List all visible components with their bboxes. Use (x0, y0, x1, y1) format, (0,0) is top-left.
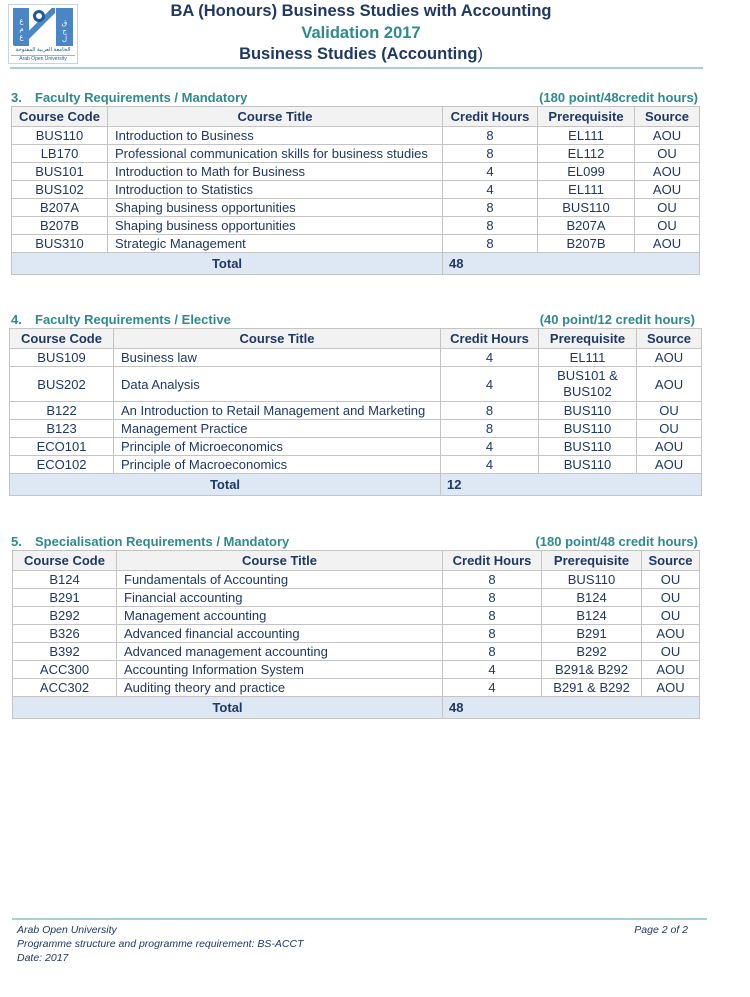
credit-hours-cell: 4 (441, 367, 539, 402)
table-row (10, 402, 702, 420)
credit-hours-cell: 8 (443, 217, 538, 235)
prerequisite-cell: EL112 (538, 145, 635, 163)
course-code-cell: BUS101 (12, 163, 108, 181)
section-4-credit-summary: (40 point/12 credit hours) (539, 312, 695, 327)
table-row (13, 607, 700, 625)
logo-text-english: Arab Open University (11, 55, 75, 62)
course-code-cell: B326 (13, 625, 117, 643)
course-code-cell: B291 (13, 589, 117, 607)
course-code-cell: LB170 (12, 145, 108, 163)
col-header-prerequisite: Prerequisite (538, 107, 635, 127)
table-row (12, 199, 700, 217)
credit-hours-cell: 8 (443, 643, 542, 661)
col-header-source: Source (642, 551, 700, 571)
document-subtitle-programme (0, 45, 736, 64)
footer-date: Date: 2017 (17, 952, 69, 964)
course-title-cell: An Introduction to Retail Management and Marketing (114, 402, 441, 420)
table-row (10, 367, 702, 402)
credit-hours-cell: 8 (443, 199, 538, 217)
course-title-cell: Principle of Microeconomics (114, 438, 441, 456)
section-4-table (9, 328, 702, 496)
prerequisite-cell: EL099 (538, 163, 635, 181)
section-title: Specialisation Requirements / Mandatory (35, 534, 290, 549)
prerequisite-cell: EL111 (538, 181, 635, 199)
total-row (10, 474, 702, 496)
course-code-cell: BUS109 (10, 349, 114, 367)
credit-hours-cell: 4 (443, 181, 538, 199)
col-header-course-code: Course Code (13, 551, 117, 571)
source-cell: OU (635, 217, 700, 235)
table-row (12, 163, 700, 181)
col-header-credit-hours: Credit Hours (443, 107, 538, 127)
table-row (12, 235, 700, 253)
table-row (13, 661, 700, 679)
course-code-cell: BUS202 (10, 367, 114, 402)
course-title-cell: Strategic Management (108, 235, 443, 253)
course-title-cell: Shaping business opportunities (108, 217, 443, 235)
section-number: 3. (11, 90, 22, 105)
course-code-cell: B207A (12, 199, 108, 217)
course-title-cell: Principle of Macroeconomics (114, 456, 441, 474)
prerequisite-cell: BUS110 (538, 199, 635, 217)
total-credit-hours: 12 (441, 474, 702, 496)
course-code-cell: BUS110 (12, 127, 108, 145)
table-row (12, 127, 700, 145)
source-cell: AOU (637, 438, 702, 456)
credit-hours-cell: 4 (441, 456, 539, 474)
source-cell: AOU (635, 235, 700, 253)
section-3-heading (11, 90, 247, 105)
footer-institution: Arab Open University (17, 924, 117, 936)
source-cell: AOU (637, 349, 702, 367)
total-row (12, 253, 700, 275)
credit-hours-cell: 8 (443, 589, 542, 607)
prerequisite-cell: B207B (538, 235, 635, 253)
source-cell: OU (635, 199, 700, 217)
table-row (12, 145, 700, 163)
source-cell: AOU (635, 163, 700, 181)
source-cell: OU (635, 145, 700, 163)
total-credit-hours: 48 (443, 697, 700, 719)
course-title-cell: Shaping business opportunities (108, 199, 443, 217)
table-row (13, 625, 700, 643)
table-row (12, 181, 700, 199)
col-header-credit-hours: Credit Hours (441, 329, 539, 349)
course-title-cell: Advanced financial accounting (117, 625, 443, 643)
credit-hours-cell: 8 (443, 235, 538, 253)
table-row (10, 349, 702, 367)
col-header-course-code: Course Code (12, 107, 108, 127)
prerequisite-cell: B124 (542, 589, 642, 607)
section-3-credit-summary: (180 point/48credit hours) (539, 90, 698, 105)
course-code-cell: ACC300 (13, 661, 117, 679)
course-title-cell: Management Practice (114, 420, 441, 438)
credit-hours-cell: 4 (441, 438, 539, 456)
credit-hours-cell: 8 (441, 420, 539, 438)
prerequisite-cell: EL111 (538, 127, 635, 145)
source-cell: AOU (642, 679, 700, 697)
table-header-row (10, 329, 702, 349)
section-number: 5. (11, 534, 22, 549)
table-row (10, 420, 702, 438)
prerequisite-cell: B291& B292 (542, 661, 642, 679)
course-code-cell: B124 (13, 571, 117, 589)
prerequisite-cell: BUS110 (539, 402, 637, 420)
total-label: Total (12, 253, 443, 275)
section-3-table (11, 106, 700, 275)
course-code-cell: ECO102 (10, 456, 114, 474)
credit-hours-cell: 8 (441, 402, 539, 420)
prerequisite-cell: EL111 (539, 349, 637, 367)
source-cell: OU (642, 643, 700, 661)
section-number: 4. (11, 312, 22, 327)
source-cell: AOU (642, 661, 700, 679)
programme-name-close-paren: ) (477, 45, 483, 63)
logo-right-pillar: ق ج ل (56, 8, 73, 46)
credit-hours-cell: 8 (443, 607, 542, 625)
table-row (10, 456, 702, 474)
source-cell: AOU (635, 181, 700, 199)
course-title-cell: Introduction to Statistics (108, 181, 443, 199)
prerequisite-cell: B207A (538, 217, 635, 235)
prerequisite-cell: BUS110 (542, 571, 642, 589)
credit-hours-cell: 4 (443, 679, 542, 697)
col-header-course-code: Course Code (10, 329, 114, 349)
course-code-cell: B207B (12, 217, 108, 235)
prerequisite-cell: BUS110 (539, 420, 637, 438)
table-row (13, 589, 700, 607)
course-code-cell: BUS310 (12, 235, 108, 253)
table-row (13, 679, 700, 697)
prerequisite-cell: BUS110 (539, 456, 637, 474)
prerequisite-cell: B292 (542, 643, 642, 661)
total-credit-hours: 48 (443, 253, 700, 275)
course-title-cell: Auditing theory and practice (117, 679, 443, 697)
table-row (10, 438, 702, 456)
prerequisite-cell: BUS101 & BUS102 (539, 367, 637, 402)
col-header-course-title: Course Title (114, 329, 441, 349)
course-code-cell: B392 (13, 643, 117, 661)
course-code-cell: ACC302 (13, 679, 117, 697)
course-title-cell: Professional communication skills for business studies (108, 145, 443, 163)
course-title-cell: Business law (114, 349, 441, 367)
credit-hours-cell: 8 (443, 625, 542, 643)
col-header-course-title: Course Title (108, 107, 443, 127)
prerequisite-cell: B124 (542, 607, 642, 625)
section-5-table (12, 550, 700, 719)
course-title-cell: Data Analysis (114, 367, 441, 402)
section-title: Faculty Requirements / Elective (35, 312, 231, 327)
section-4-heading (11, 312, 231, 327)
course-title-cell: Introduction to Business (108, 127, 443, 145)
document-title: BA (Honours) Business Studies with Accounting (170, 2, 552, 20)
credit-hours-cell: 8 (443, 127, 538, 145)
programme-name: Business Studies (Accounting (239, 45, 478, 63)
col-header-source: Source (635, 107, 700, 127)
table-row (12, 217, 700, 235)
course-title-cell: Introduction to Math for Business (108, 163, 443, 181)
total-label: Total (13, 697, 443, 719)
col-header-prerequisite: Prerequisite (542, 551, 642, 571)
source-cell: AOU (637, 456, 702, 474)
col-header-course-title: Course Title (117, 551, 443, 571)
source-cell: OU (637, 402, 702, 420)
table-header-row (12, 107, 700, 127)
logo-text-arabic: الجامعة العربية المفتوحة (15, 47, 71, 53)
section-title: Faculty Requirements / Mandatory (35, 90, 248, 105)
credit-hours-cell: 4 (443, 163, 538, 181)
course-code-cell: BUS102 (12, 181, 108, 199)
source-cell: AOU (637, 367, 702, 402)
header-divider (10, 67, 703, 69)
footer-programme: Programme structure and programme requirement: BS-ACCT (17, 938, 304, 950)
table-row (13, 571, 700, 589)
source-cell: OU (642, 607, 700, 625)
course-title-cell: Advanced management accounting (117, 643, 443, 661)
prerequisite-cell: BUS110 (539, 438, 637, 456)
total-label: Total (10, 474, 441, 496)
credit-hours-cell: 8 (443, 145, 538, 163)
source-cell: AOU (642, 625, 700, 643)
footer-divider (12, 918, 707, 920)
col-header-credit-hours: Credit Hours (443, 551, 542, 571)
col-header-source: Source (637, 329, 702, 349)
section-5-credit-summary: (180 point/48 credit hours) (535, 534, 698, 549)
section-5-heading (11, 534, 289, 549)
course-code-cell: ECO101 (10, 438, 114, 456)
course-title-cell: Accounting Information System (117, 661, 443, 679)
col-header-prerequisite: Prerequisite (539, 329, 637, 349)
document-subtitle-validation: Validation 2017 (301, 24, 421, 42)
prerequisite-cell: B291 & B292 (542, 679, 642, 697)
course-code-cell: B292 (13, 607, 117, 625)
course-code-cell: B122 (10, 402, 114, 420)
credit-hours-cell: 4 (443, 661, 542, 679)
course-title-cell: Fundamentals of Accounting (117, 571, 443, 589)
source-cell: OU (637, 420, 702, 438)
prerequisite-cell: B291 (542, 625, 642, 643)
course-title-cell: Financial accounting (117, 589, 443, 607)
logo-left-pillar: ع م ع (13, 8, 30, 46)
table-row (13, 643, 700, 661)
course-title-cell: Management accounting (117, 607, 443, 625)
source-cell: OU (642, 571, 700, 589)
table-header-row (13, 551, 700, 571)
source-cell: AOU (635, 127, 700, 145)
credit-hours-cell: 8 (443, 571, 542, 589)
credit-hours-cell: 4 (441, 349, 539, 367)
source-cell: OU (642, 589, 700, 607)
total-row (13, 697, 700, 719)
course-code-cell: B123 (10, 420, 114, 438)
footer-page-number: Page 2 of 2 (634, 924, 688, 936)
